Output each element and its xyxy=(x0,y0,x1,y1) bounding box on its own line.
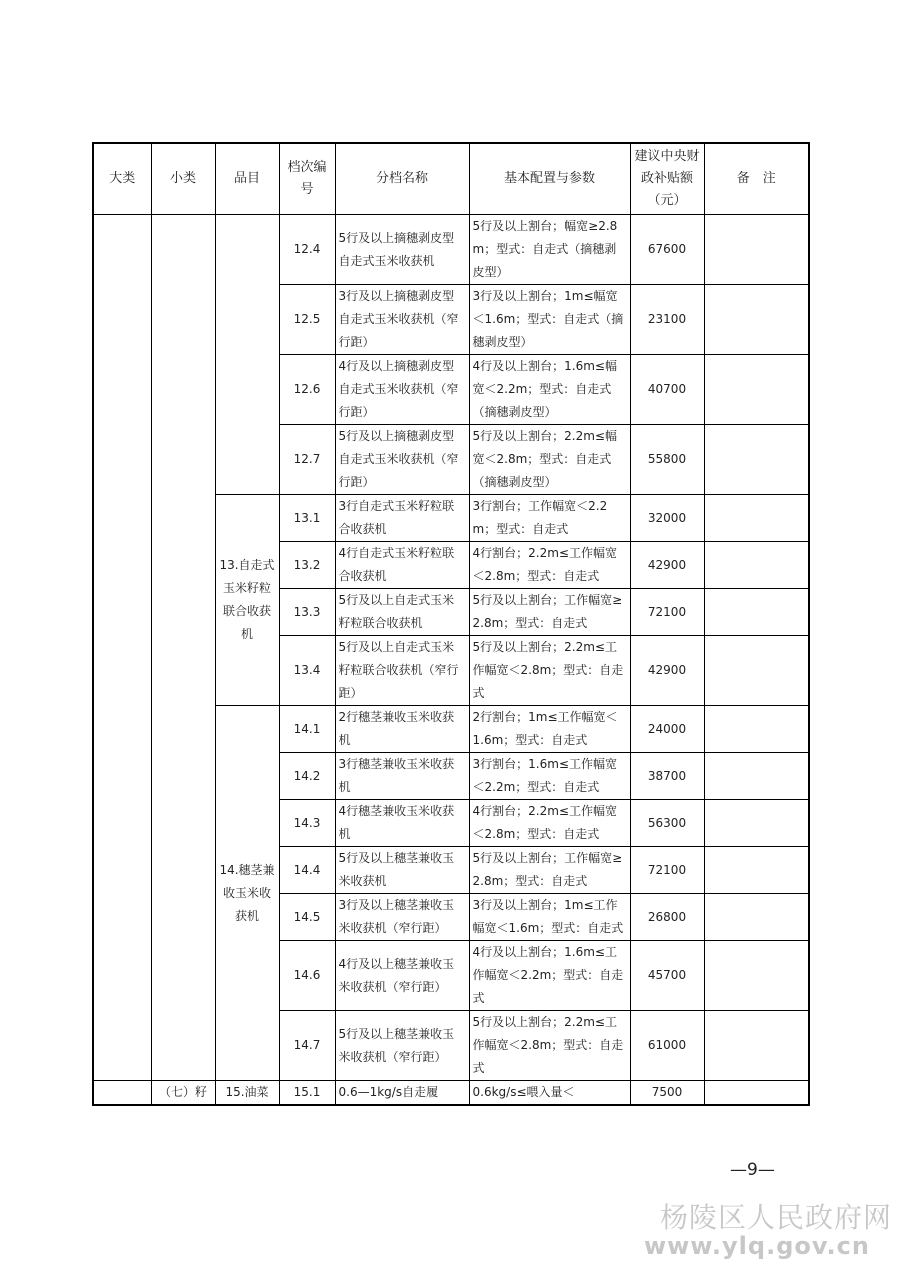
subsidy-amount-cell: 32000 xyxy=(630,495,704,542)
subsidy-amount-cell: 24000 xyxy=(630,706,704,753)
remark-cell xyxy=(704,1081,809,1106)
grade-code-cell: 13.1 xyxy=(279,495,335,542)
grade-name-cell: 3行及以上摘穗剥皮型自走式玉米收获机（窄行距） xyxy=(335,285,469,355)
grade-name-cell: 5行及以上自走式玉米籽粒联合收获机 xyxy=(335,589,469,636)
grade-name-cell: 4行穗茎兼收玉米收获机 xyxy=(335,800,469,847)
grade-code-cell: 13.3 xyxy=(279,589,335,636)
item-category-cell: 15.油菜 xyxy=(215,1081,279,1106)
remark-cell xyxy=(704,941,809,1011)
header-name: 分档名称 xyxy=(335,143,469,215)
remark-cell xyxy=(704,542,809,589)
grade-name-cell: 5行及以上摘穗剥皮型自走式玉米收获机（窄行距） xyxy=(335,425,469,495)
minor-category-cell: （七）籽 xyxy=(151,1081,215,1106)
spec-cell: 2行割台；1m≤工作幅宽＜1.6m；型式：自走式 xyxy=(469,706,630,753)
header-amount: 建议中央财政补贴额（元） xyxy=(630,143,704,215)
grade-code-cell: 14.7 xyxy=(279,1011,335,1081)
remark-cell xyxy=(704,425,809,495)
grade-name-cell: 4行及以上穗茎兼收玉米收获机（窄行距） xyxy=(335,941,469,1011)
grade-code-cell: 12.6 xyxy=(279,355,335,425)
table-row xyxy=(93,215,809,285)
item-category-cell: 13.自走式玉米籽粒联合收获机 xyxy=(215,495,279,706)
grade-code-cell: 14.3 xyxy=(279,800,335,847)
subsidy-amount-cell: 38700 xyxy=(630,753,704,800)
grade-name-cell: 3行穗茎兼收玉米收获机 xyxy=(335,753,469,800)
spec-cell: 3行及以上割台；1m≤工作幅宽＜1.6m；型式：自走式 xyxy=(469,894,630,941)
watermark-url: www.ylq.gov.cn xyxy=(643,1232,870,1260)
header-minor: 小类 xyxy=(151,143,215,215)
spec-cell: 5行及以上割台；2.2m≤工作幅宽＜2.8m；型式：自走式 xyxy=(469,1011,630,1081)
subsidy-table xyxy=(92,142,810,1106)
grade-name-cell: 5行及以上穗茎兼收玉米收获机 xyxy=(335,847,469,894)
remark-cell xyxy=(704,847,809,894)
grade-name-cell: 0.6—1kg/s自走履 xyxy=(335,1081,469,1106)
major-category-cell xyxy=(93,1081,151,1106)
spec-cell: 4行割台；2.2m≤工作幅宽＜2.8m；型式：自走式 xyxy=(469,800,630,847)
grade-name-cell: 3行自走式玉米籽粒联合收获机 xyxy=(335,495,469,542)
subsidy-amount-cell: 26800 xyxy=(630,894,704,941)
remark-cell xyxy=(704,495,809,542)
item-category-cell xyxy=(215,215,279,495)
subsidy-amount-cell: 23100 xyxy=(630,285,704,355)
grade-name-cell: 5行及以上摘穗剥皮型自走式玉米收获机 xyxy=(335,215,469,285)
subsidy-amount-cell: 42900 xyxy=(630,542,704,589)
grade-name-cell: 4行及以上摘穗剥皮型自走式玉米收获机（窄行距） xyxy=(335,355,469,425)
page-number: —9— xyxy=(730,1160,775,1180)
subsidy-amount-cell: 42900 xyxy=(630,636,704,706)
remark-cell xyxy=(704,285,809,355)
table-row xyxy=(93,1081,809,1106)
subsidy-amount-cell: 7500 xyxy=(630,1081,704,1106)
subsidy-amount-cell: 56300 xyxy=(630,800,704,847)
subsidy-amount-cell: 72100 xyxy=(630,589,704,636)
grade-code-cell: 13.2 xyxy=(279,542,335,589)
grade-code-cell: 14.2 xyxy=(279,753,335,800)
grade-name-cell: 4行自走式玉米籽粒联合收获机 xyxy=(335,542,469,589)
spec-cell: 5行及以上割台；幅宽≥2.8m；型式：自走式（摘穗剥皮型） xyxy=(469,215,630,285)
spec-cell: 5行及以上割台；2.2m≤工作幅宽＜2.8m；型式：自走式 xyxy=(469,636,630,706)
remark-cell xyxy=(704,215,809,285)
subsidy-amount-cell: 61000 xyxy=(630,1011,704,1081)
spec-cell: 5行及以上割台；工作幅宽≥2.8m；型式：自走式 xyxy=(469,589,630,636)
spec-cell: 5行及以上割台；工作幅宽≥2.8m；型式：自走式 xyxy=(469,847,630,894)
item-category-cell: 14.穗茎兼收玉米收获机 xyxy=(215,706,279,1081)
grade-code-cell: 13.4 xyxy=(279,636,335,706)
subsidy-amount-cell: 40700 xyxy=(630,355,704,425)
spec-cell: 0.6kg/s≤喂入量＜ xyxy=(469,1081,630,1106)
spec-cell: 4行割台；2.2m≤工作幅宽＜2.8m；型式：自走式 xyxy=(469,542,630,589)
major-category-cell xyxy=(93,215,151,1081)
grade-name-cell: 2行穗茎兼收玉米收获机 xyxy=(335,706,469,753)
spec-cell: 3行割台；工作幅宽＜2.2m；型式：自走式 xyxy=(469,495,630,542)
grade-code-cell: 12.4 xyxy=(279,215,335,285)
header-spec: 基本配置与参数 xyxy=(469,143,630,215)
remark-cell xyxy=(704,800,809,847)
remark-cell xyxy=(704,589,809,636)
spec-cell: 4行及以上割台；1.6m≤工作幅宽＜2.2m；型式：自走式 xyxy=(469,941,630,1011)
subsidy-amount-cell: 45700 xyxy=(630,941,704,1011)
grade-code-cell: 12.7 xyxy=(279,425,335,495)
grade-code-cell: 14.4 xyxy=(279,847,335,894)
grade-code-cell: 14.6 xyxy=(279,941,335,1011)
header-item: 品目 xyxy=(215,143,279,215)
watermark-site-name: 杨陵区人民政府网 xyxy=(659,1201,892,1234)
table-body xyxy=(93,215,809,1106)
grade-code-cell: 14.1 xyxy=(279,706,335,753)
remark-cell xyxy=(704,894,809,941)
subsidy-amount-cell: 72100 xyxy=(630,847,704,894)
subsidy-amount-cell: 67600 xyxy=(630,215,704,285)
spec-cell: 5行及以上割台；2.2m≤幅宽＜2.8m；型式：自走式（摘穗剥皮型） xyxy=(469,425,630,495)
header-major: 大类 xyxy=(93,143,151,215)
remark-cell xyxy=(704,636,809,706)
grade-name-cell: 3行及以上穗茎兼收玉米收获机（窄行距） xyxy=(335,894,469,941)
remark-cell xyxy=(704,355,809,425)
grade-code-cell: 14.5 xyxy=(279,894,335,941)
remark-cell xyxy=(704,706,809,753)
header-code: 档次编号 xyxy=(279,143,335,215)
grade-name-cell: 5行及以上自走式玉米籽粒联合收获机（窄行距） xyxy=(335,636,469,706)
grade-name-cell: 5行及以上穗茎兼收玉米收获机（窄行距） xyxy=(335,1011,469,1081)
remark-cell xyxy=(704,1011,809,1081)
spec-cell: 3行及以上割台；1m≤幅宽＜1.6m；型式：自走式（摘穗剥皮型） xyxy=(469,285,630,355)
header-row xyxy=(93,143,809,215)
spec-cell: 4行及以上割台；1.6m≤幅宽＜2.2m；型式：自走式（摘穗剥皮型） xyxy=(469,355,630,425)
subsidy-amount-cell: 55800 xyxy=(630,425,704,495)
grade-code-cell: 15.1 xyxy=(279,1081,335,1106)
remark-cell xyxy=(704,753,809,800)
header-remark: 备 注 xyxy=(704,143,809,215)
minor-category-cell xyxy=(151,215,215,1081)
spec-cell: 3行割台；1.6m≤工作幅宽＜2.2m；型式：自走式 xyxy=(469,753,630,800)
grade-code-cell: 12.5 xyxy=(279,285,335,355)
